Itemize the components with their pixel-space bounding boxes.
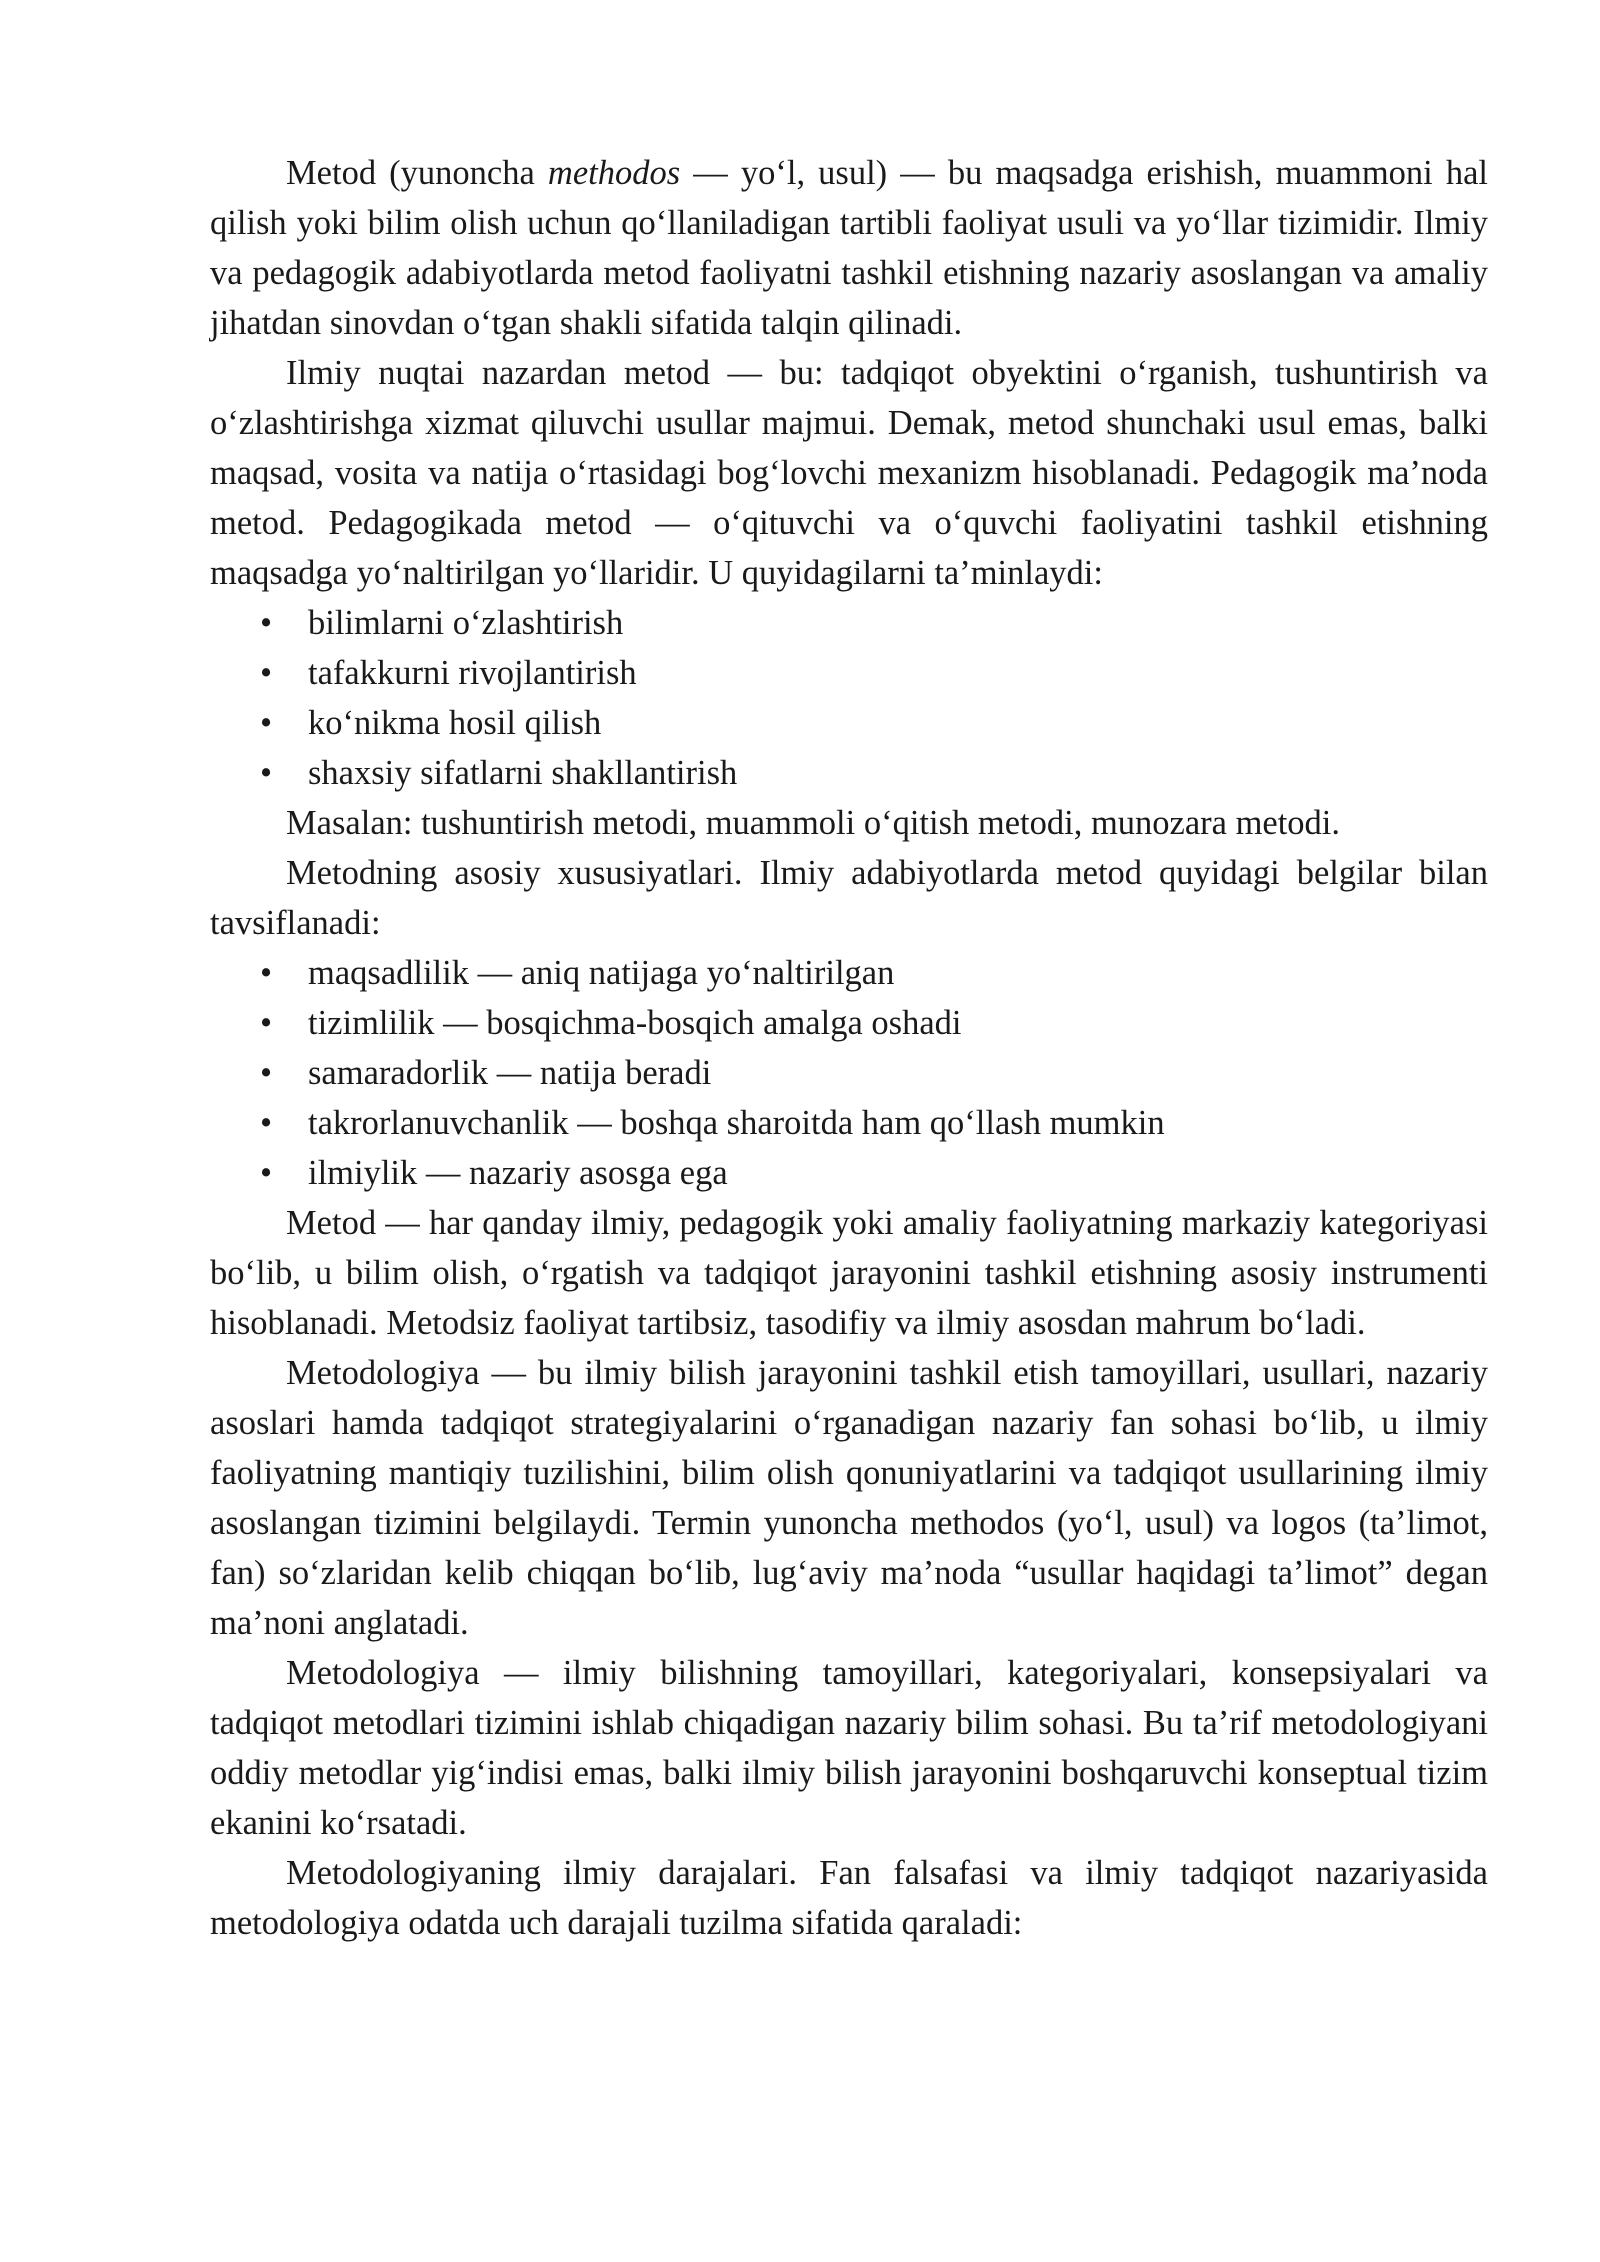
list-item	[210, 698, 1488, 748]
bullet-icon	[256, 948, 276, 998]
paragraph-methodology-field: Metodologiya — ilmiy bilishning tamoyillari, kategoriyalari, konsepsiyalari va tadqiqot metodlari tizimini ishlab chiqadigan nazariy bilim sohasi. Bu ta’rif metodologiyani oddiy metodlar yig‘indisi emas, balki ilmiy bilish jarayonini boshqaruvchi konseptual tizim ekanini ko‘rsatadi.	[210, 1654, 1488, 1842]
list-item	[210, 1098, 1488, 1148]
list-item-text: tafakkurni rivojlantirish	[308, 654, 637, 692]
bullet-list-properties	[210, 948, 1488, 1198]
list-item	[210, 648, 1488, 698]
paragraph-scientific-view: Ilmiy nuqtai nazardan metod — bu: tadqiqot obyektini o‘rganish, tushuntirish va o‘zlashtirishga xizmat qiluvchi usullar majmui. Demak, metod shunchaki usul emas, balki maqsad, vosita va natija o‘rtasidagi bog‘lovchi mexanizm hisoblanadi. Pedagogik ma’noda metod. Pedagogikada metod — o‘qituvchi va o‘quvchi faoliyatini tashkil etishning maqsadga yo‘naltirilgan yo‘llaridir. U quyidagilarni ta’minlaydi:	[210, 354, 1488, 592]
bullet-icon	[256, 748, 276, 798]
bullet-list-provides	[210, 598, 1488, 798]
list-item-text: ilmiylik — nazariy asosga ega	[308, 1154, 728, 1192]
bullet-icon	[256, 598, 276, 648]
list-item-text: shaxsiy sifatlarni shakllantirish	[308, 754, 738, 792]
bullet-icon	[256, 698, 276, 748]
paragraph-properties-intro: Metodning asosiy xususiyatlari. Ilmiy adabiyotlarda metod quyidagi belgilar bilan tavsiflanadi:	[210, 854, 1488, 942]
list-item	[210, 748, 1488, 798]
paragraph-metod-definition	[210, 148, 1488, 348]
list-item-text: bilimlarni o‘zlashtirish	[308, 604, 624, 642]
term-methodos: methodos	[547, 154, 681, 192]
paragraph-text: — yo‘l, usul) — bu maqsadga erishish, muammoni hal qilish yoki bilim olish uchun qo‘llaniladigan tartibli faoliyat usuli va yo‘llar tizimidir. Ilmiy va pedagogik adabiyotlarda metod faoliyatni tashkil etishning nazariy asoslangan va amaliy jihatdan sinovdan o‘tgan shakli sifatida talqin qilinadi.	[210, 154, 1488, 342]
bullet-icon	[256, 1098, 276, 1148]
paragraph-example: Masalan: tushuntirish metodi, muammoli o‘qitish metodi, munozara metodi.	[286, 804, 1341, 842]
list-item	[210, 1148, 1488, 1198]
list-item	[210, 998, 1488, 1048]
paragraph-methodology-definition: Metodologiya — bu ilmiy bilish jarayonini tashkil etish tamoyillari, usullari, nazariy asoslari hamda tadqiqot strategiyalarini o‘rganadigan nazariy fan sohasi bo‘lib, u ilmiy faoliyatning mantiqiy tuzilishini, bilim olish qonuniyatlarini va tadqiqot usullarining ilmiy asoslangan tizimini belgilaydi. Termin yunoncha methodos (yo‘l, usul) va logos (ta’limot, fan) so‘zlaridan kelib chiqqan bo‘lib, lug‘aviy ma’noda “usullar haqidagi ta’limot” degan ma’noni anglatadi.	[210, 1354, 1488, 1642]
list-item-text: samaradorlik — natija beradi	[308, 1054, 712, 1092]
list-item-text: maqsadlilik — aniq natijaga yo‘naltirilgan	[308, 954, 895, 992]
bullet-icon	[256, 1048, 276, 1098]
list-item-text: takrorlanuvchanlik — boshqa sharoitda ham qo‘llash mumkin	[308, 1104, 1165, 1142]
list-item	[210, 1048, 1488, 1098]
paragraph-methodology-levels: Metodologiyaning ilmiy darajalari. Fan falsafasi va ilmiy tadqiqot nazariyasida metodologiya odatda uch darajali tuzilma sifatida qaraladi:	[210, 1854, 1488, 1942]
list-item	[210, 598, 1488, 648]
bullet-icon	[256, 998, 276, 1048]
paragraph-metod-central: Metod — har qanday ilmiy, pedagogik yoki amaliy faoliyatning markaziy kategoriyasi bo‘lib, u bilim olish, o‘rgatish va tadqiqot jarayonini tashkil etishning asosiy instrumenti hisoblanadi. Metodsiz faoliyat tartibsiz, tasodifiy va ilmiy asosdan mahrum bo‘ladi.	[210, 1204, 1488, 1342]
bullet-icon	[256, 1148, 276, 1198]
document-page	[210, 148, 1488, 1948]
bullet-icon	[256, 648, 276, 698]
list-item-text: tizimlilik — bosqichma-bosqich amalga oshadi	[308, 1004, 962, 1042]
list-item	[210, 948, 1488, 998]
list-item-text: ko‘nikma hosil qilish	[308, 704, 602, 742]
paragraph-text: Metod (yunoncha	[286, 154, 548, 192]
